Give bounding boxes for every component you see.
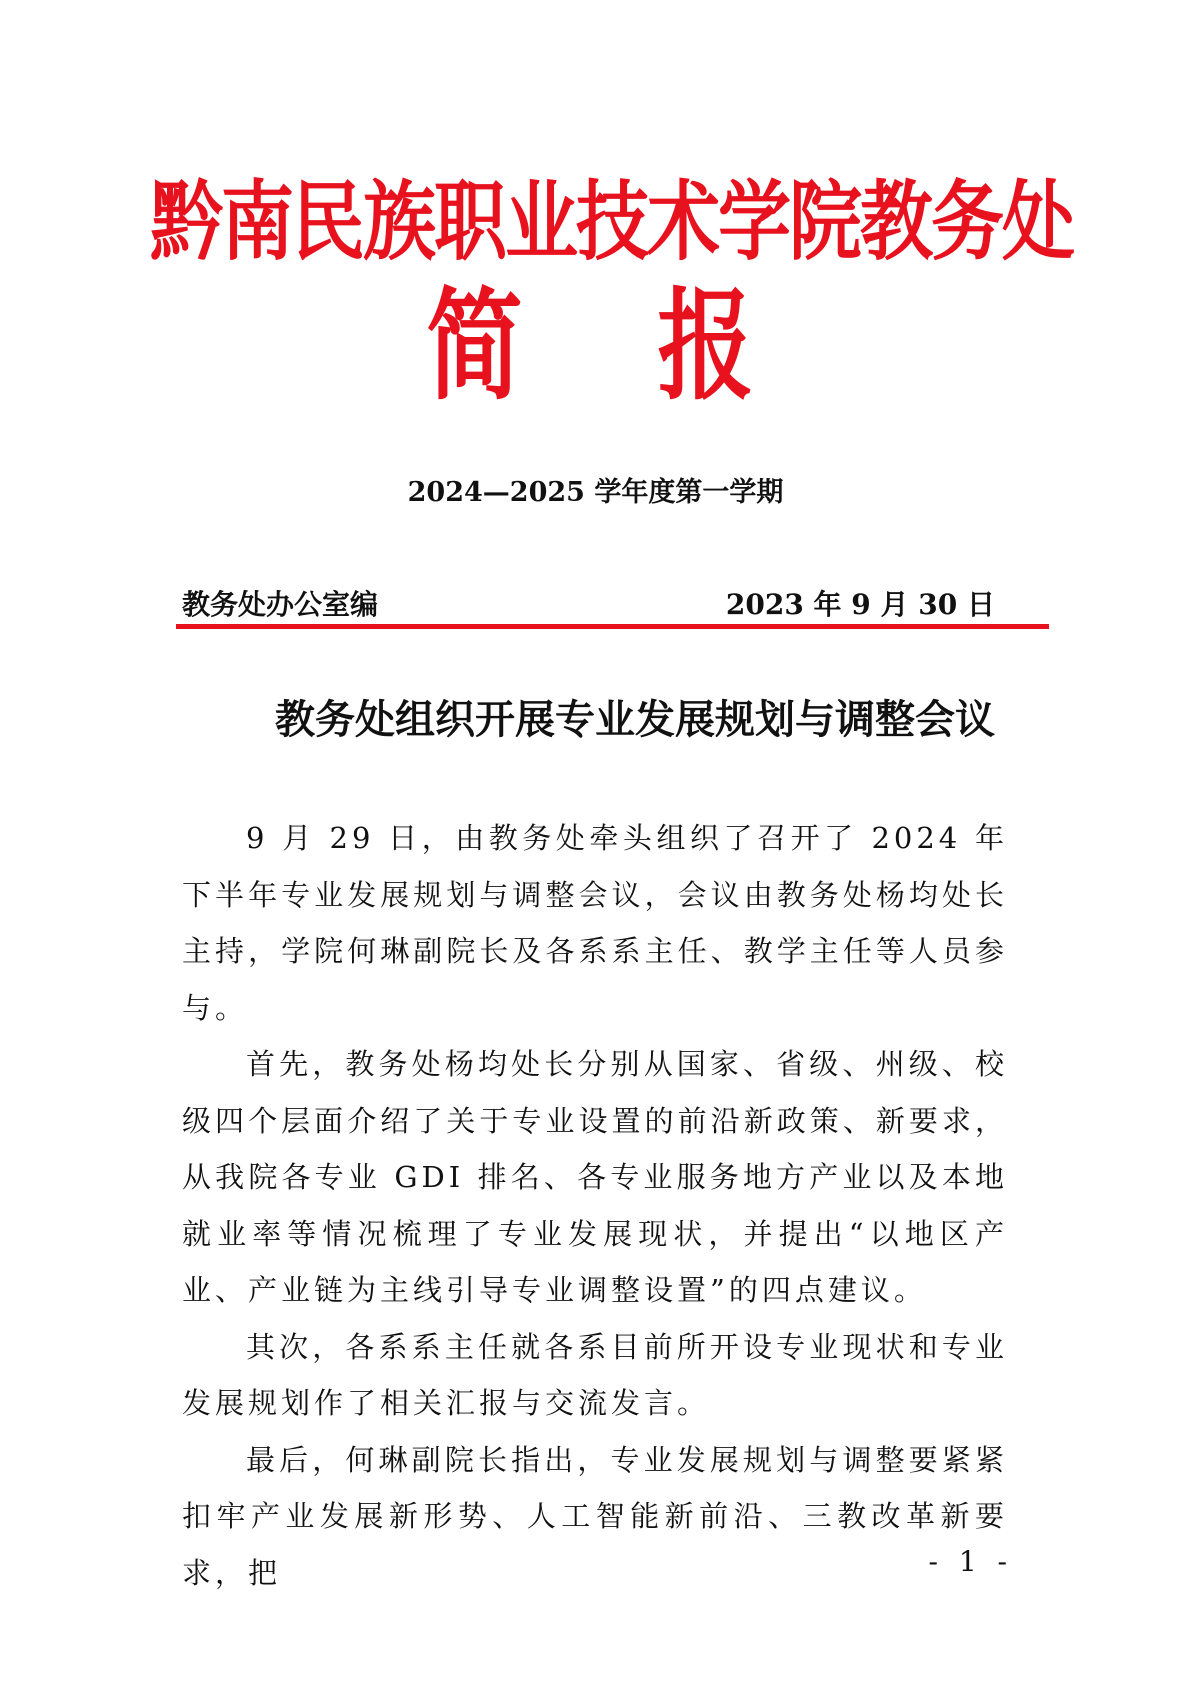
masthead-title — [150, 271, 1030, 421]
article-headline: 教务处组织开展专业发展规划与调整会议 — [275, 697, 995, 743]
masthead — [150, 168, 1073, 416]
article-paragraph-1: 9 月 29 日，由教务处牵头组织了召开了 2024 年下半年专业发展规划与调整会议，会议由教务处杨均处长主持，学院何琳副院长及各系系主任、教学主任等人员参与。 — [182, 821, 1008, 1025]
article-paragraph-3: 其次，各系系主任就各系目前所开设专业现状和专业发展规划作了相关汇报与交流发言。 — [182, 1329, 1008, 1420]
article-paragraph-2: 首先，教务处杨均处长分别从国家、省级、州级、校级四个层面介绍了关于专业设置的前沿新政策、新要求，从我院各专业 GDI 排名、各专业服务地方产业以及本地就业率等情况梳理了专业发展现状，并提出“以地区产业、产业链为主线引导专业调整设置”的四点建议。 — [182, 1047, 1008, 1307]
header-divider — [176, 624, 1049, 629]
masthead-title-char-2: 报 — [657, 276, 754, 416]
masthead-title-char-1: 简 — [426, 276, 523, 416]
editor-line: 教务处办公室编 — [182, 588, 379, 621]
issue-date: 2023 年 9 月 30 日 — [725, 588, 995, 621]
article-paragraph-4: 最后，何琳副院长指出，专业发展规划与调整要紧紧扣牢产业发展新形势、人工智能新前沿、三教改革新要求，把 — [182, 1442, 1008, 1590]
article-body — [182, 810, 1008, 1601]
academic-term: 2024—2025 学年度第一学期 — [407, 477, 784, 508]
page-number: - 1 - — [928, 1545, 1013, 1578]
masthead-organization: 黔南民族职业技术学院教务处 — [150, 172, 1073, 273]
